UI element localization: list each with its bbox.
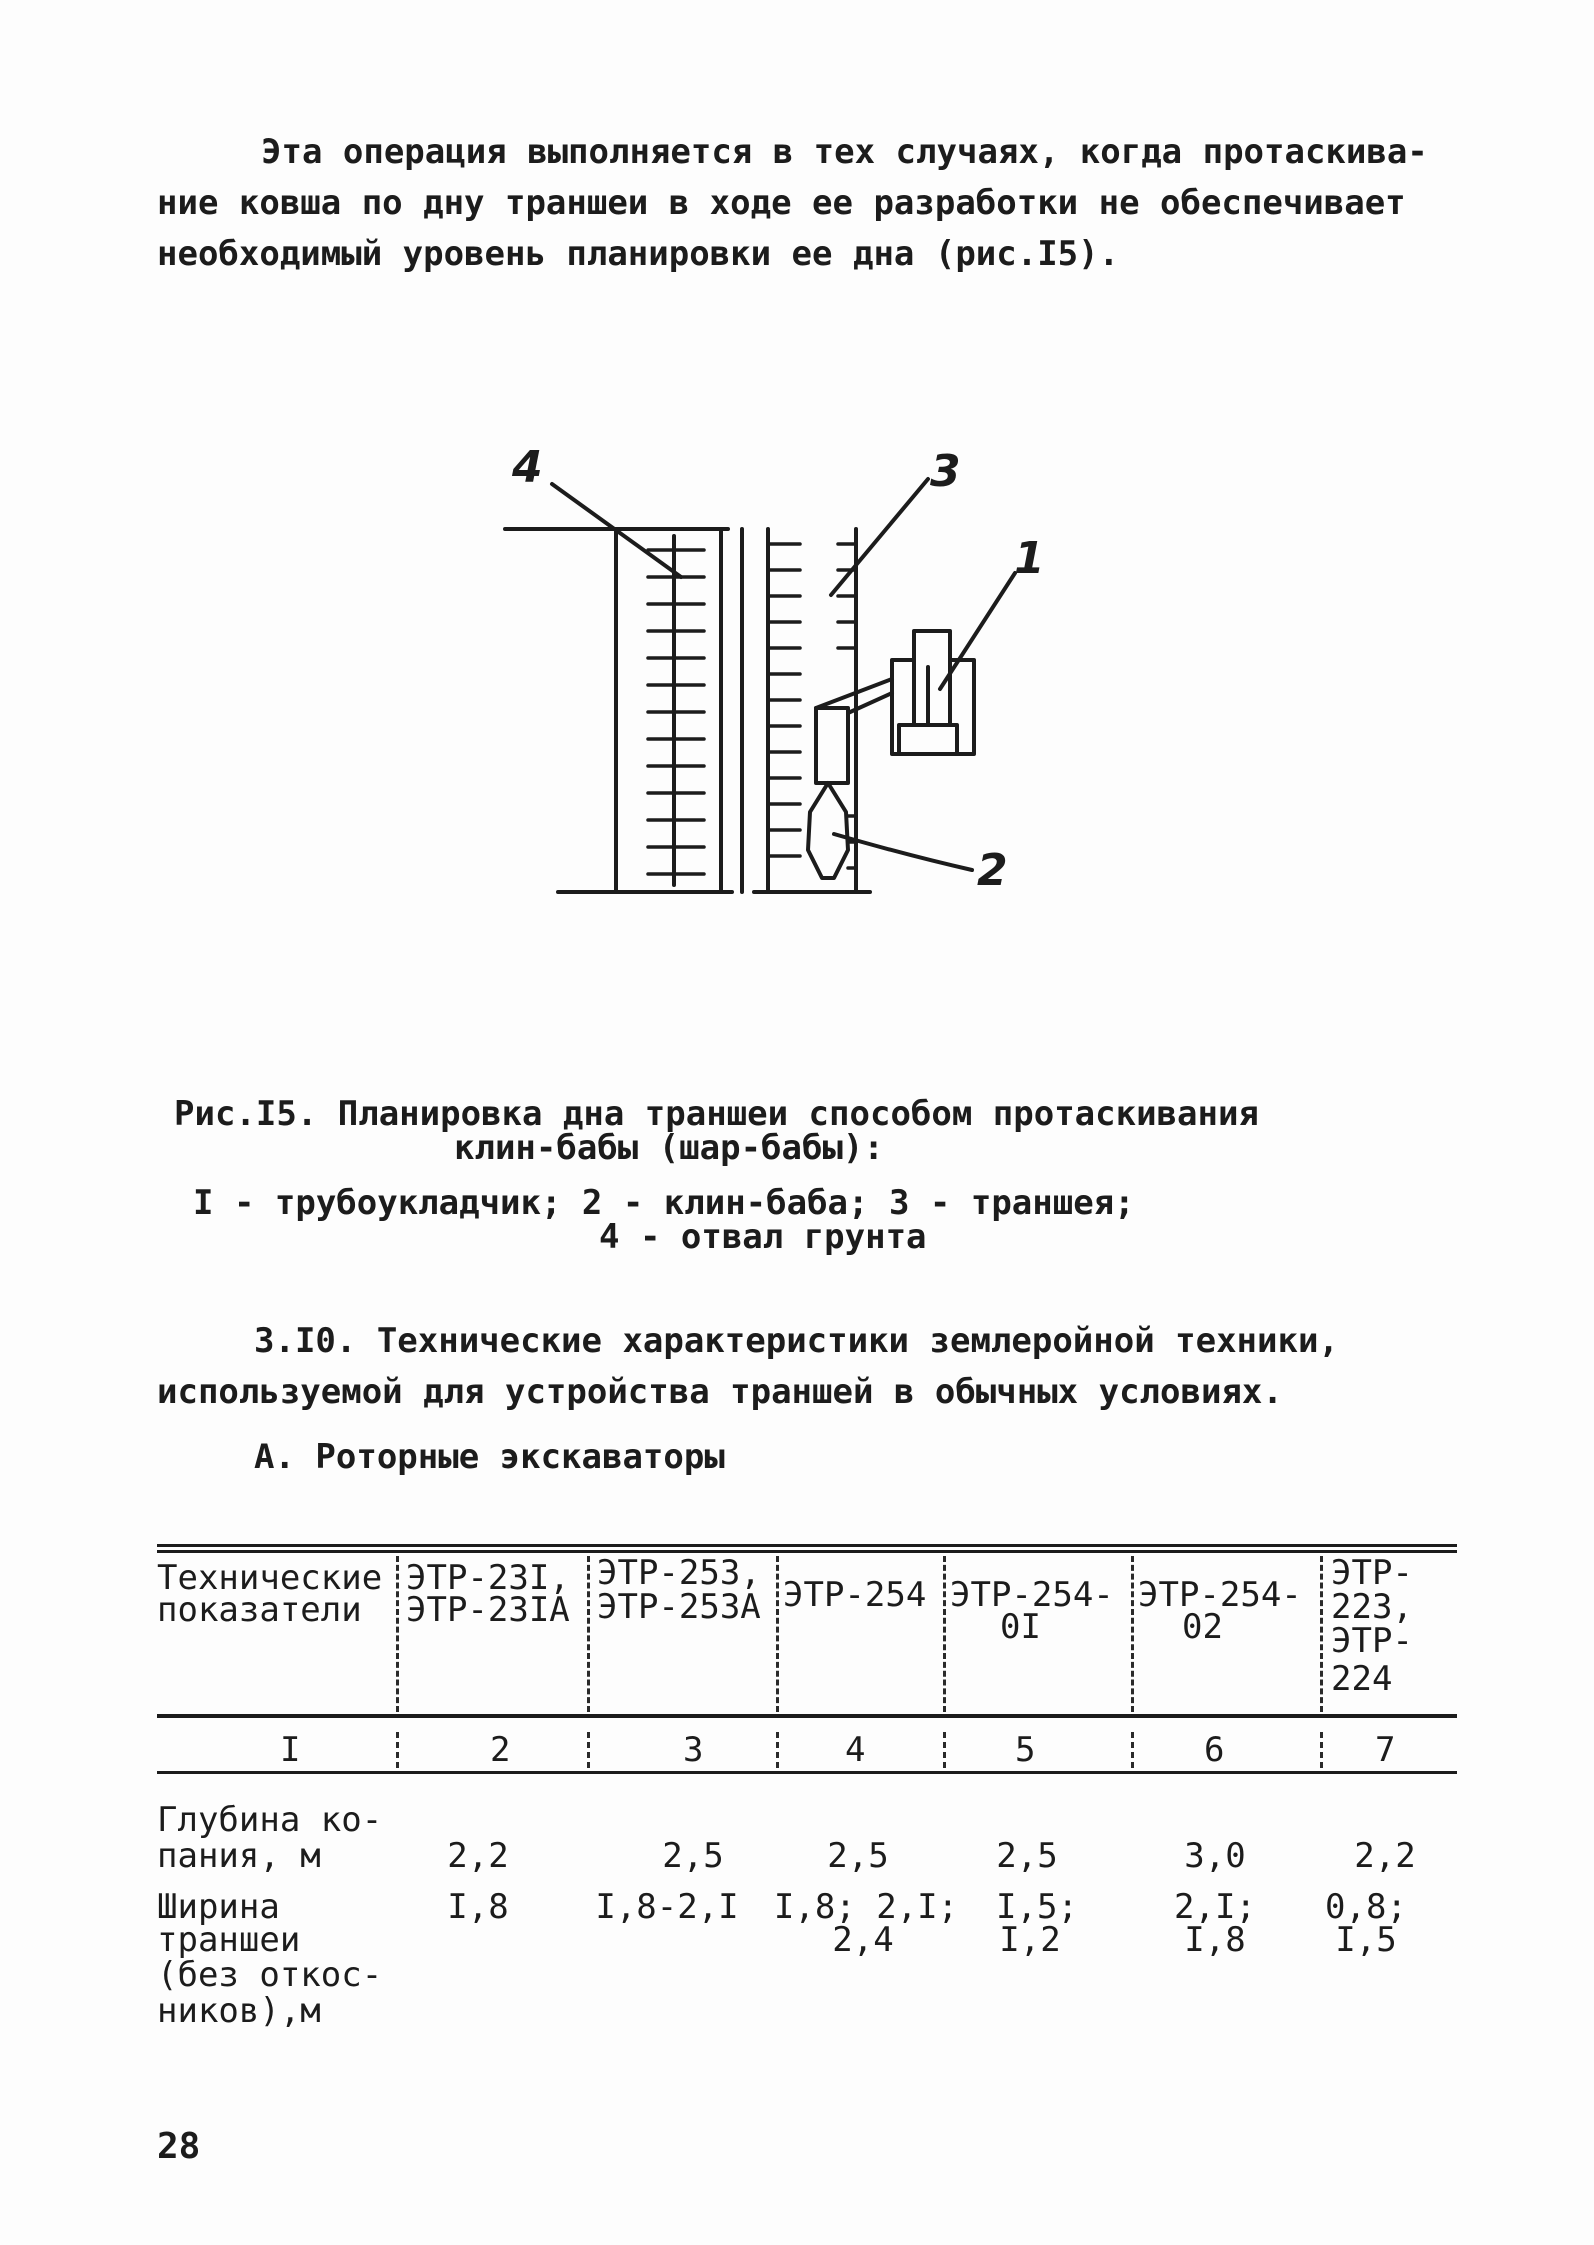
column-header: 223, xyxy=(1331,1587,1413,1627)
callout-1: 1 xyxy=(1014,533,1045,584)
cell-value: 2,I; xyxy=(1174,1887,1256,1927)
trench-slope-hatching xyxy=(768,544,800,856)
cell-value: I,2 xyxy=(999,1920,1061,1960)
column-header: ЭТР-253А xyxy=(597,1587,761,1627)
column-header: ЭТР-254- xyxy=(1138,1575,1302,1615)
page-number: 28 xyxy=(157,2126,201,2167)
column-separator xyxy=(776,1556,779,1712)
header-rule xyxy=(157,1714,1457,1718)
column-number: 2 xyxy=(490,1730,511,1770)
column-header: ЭТР- xyxy=(1331,1621,1413,1661)
column-number: 3 xyxy=(683,1730,704,1770)
column-separator xyxy=(1320,1556,1323,1712)
caption-line: клин-бабы (шар-бабы): xyxy=(454,1128,884,1168)
section-line: 3.I0. Технические характеристики землеройной техники, xyxy=(254,1321,1339,1361)
cell-value: 3,0 xyxy=(1184,1836,1246,1876)
callout-4: 4 xyxy=(512,442,543,493)
column-header: 224 xyxy=(1331,1659,1393,1699)
cell-value: 2,5 xyxy=(996,1836,1058,1876)
column-number: I xyxy=(280,1730,301,1770)
numbers-rule xyxy=(157,1771,1457,1774)
row-label: (без откос- xyxy=(157,1955,383,1995)
cell-value: I,8-2,I xyxy=(595,1887,739,1927)
callout-3: 3 xyxy=(930,446,961,497)
cell-value: 2,5 xyxy=(662,1836,724,1876)
column-separator xyxy=(1131,1556,1134,1712)
section-subheading: А. Роторные экскаваторы xyxy=(254,1437,725,1477)
cell-value: 2,5 xyxy=(827,1836,889,1876)
trench-planning-diagram xyxy=(480,420,1060,920)
paragraph-line: необходимый уровень планировки ее дна (рис.I5). xyxy=(157,234,1120,274)
cell-value: I,8 xyxy=(1184,1920,1246,1960)
column-header: ЭТР- xyxy=(1331,1553,1413,1593)
row-label: Ширина xyxy=(157,1887,280,1927)
column-header: ЭТР-254- xyxy=(950,1575,1114,1615)
column-header: ЭТР-253, xyxy=(597,1553,761,1593)
section-line: используемой для устройства траншей в обычных условиях. xyxy=(157,1372,1283,1412)
column-number: 4 xyxy=(845,1730,866,1770)
row-label: пания, м xyxy=(157,1836,321,1876)
caption-line: Рис.I5. Планировка дна траншеи способом протаскивания xyxy=(174,1094,1259,1134)
wedge-ball-hanger xyxy=(816,708,848,783)
table-top-rule xyxy=(157,1544,1457,1547)
row-label: ников),м xyxy=(157,1991,321,2031)
column-header: ЭТР-23I, xyxy=(406,1558,570,1598)
leader-line-trench xyxy=(831,479,928,595)
pipelayer-track xyxy=(899,725,957,754)
caption-line: 4 - отвал грунта xyxy=(599,1217,927,1257)
cell-value: 0,8; xyxy=(1325,1887,1407,1927)
cell-value: 2,2 xyxy=(1354,1836,1416,1876)
column-separator xyxy=(587,1732,590,1768)
cell-value: I,5; xyxy=(996,1887,1078,1927)
cell-value: 2,4 xyxy=(832,1920,894,1960)
cell-value: I,5 xyxy=(1335,1920,1397,1960)
paragraph-line: Эта операция выполняется в тех случаях, когда протаскива- xyxy=(261,132,1428,172)
table-top-rule xyxy=(157,1550,1457,1553)
row-label: траншеи xyxy=(157,1920,301,1960)
column-separator xyxy=(587,1556,590,1712)
column-separator xyxy=(396,1556,399,1712)
column-separator xyxy=(943,1556,946,1712)
column-number: 5 xyxy=(1015,1730,1036,1770)
paragraph-line: ние ковша по дну траншеи в ходе ее разработки не обеспечивает xyxy=(157,183,1406,223)
column-separator xyxy=(943,1732,946,1768)
column-header: 02 xyxy=(1182,1607,1223,1647)
cell-value: I,8; 2,I; xyxy=(773,1887,959,1927)
wedge-ball xyxy=(808,783,848,878)
header-label: показатели xyxy=(157,1590,362,1630)
column-separator xyxy=(776,1732,779,1768)
header-label: Технические xyxy=(157,1558,383,1598)
column-header: ЭТР-23IА xyxy=(406,1590,570,1630)
callout-2: 2 xyxy=(977,845,1008,896)
column-separator xyxy=(396,1732,399,1768)
column-header: ЭТР-254 xyxy=(783,1575,927,1615)
row-label: Глубина ко- xyxy=(157,1800,383,1840)
column-number: 6 xyxy=(1204,1730,1225,1770)
column-number: 7 xyxy=(1375,1730,1396,1770)
column-separator xyxy=(1320,1732,1323,1768)
caption-line: I - трубоукладчик; 2 - клин-баба; 3 - траншея; xyxy=(193,1183,1135,1223)
column-header: 0I xyxy=(1000,1607,1041,1647)
cell-value: 2,2 xyxy=(447,1836,509,1876)
column-separator xyxy=(1131,1732,1134,1768)
cell-value: I,8 xyxy=(447,1887,509,1927)
